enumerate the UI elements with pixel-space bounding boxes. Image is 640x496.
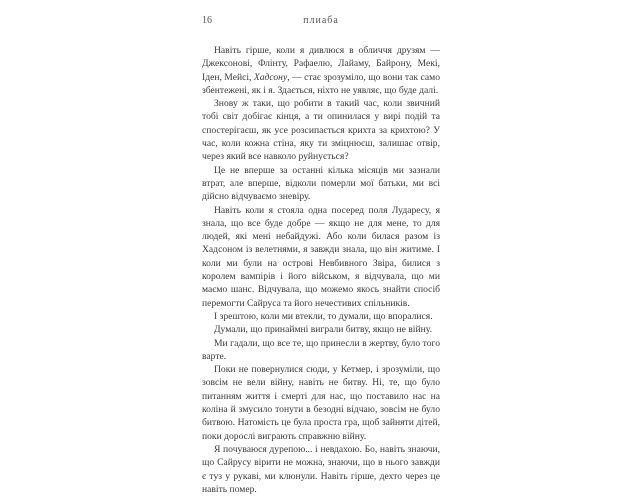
page-body [202, 44, 440, 496]
page-number: 16 [202, 15, 212, 26]
paragraph: Знову ж таки, що робити в такий час, коли звичний тобі світ добігає кінця, а ти опинилася у вирі подій та спостерігаєш, як усе розсипається крихта за крихтою? У час, коли кожна стіна, яку ти зміцнюєш, залишає отвір, через який все навколо руйнується? [202, 98, 440, 163]
paragraph: Думали, що принаймні виграли битву, якщо не війну. [214, 324, 432, 336]
paragraph: Я почуваюся дурепою... і невдахою. Бо, навіть знаючи, що Сайрусу вірити не можна, знаючи, що в нього завжди є туз у рукаві, ми клюнули. Навіть гірше, дехто через це навіть помер. [202, 443, 440, 495]
paragraph: Навіть гірше, коли я дивлюся в обличчя друзям — Джексонові, Флінту, Рафаелю, Лайаму, Байрону, Мекі, Іден, Мейсі, Хадсону, — стає зрозуміло, що вони так само збентежені, як і я. Здається, ніхто не уявляє, що буде далі. [202, 45, 440, 96]
paragraph: Навіть коли я стояла одна посеред поля Лударесу, я знала, що все буде добре — якщо не для мене, то для людей, які мені небайдужі. Або коли билася разом із Хадсоном із велетнями, я завжди знала, що він житиме. І коли ми були на острові Невбивного Звіра, билися з королем вампірів і його військом, я відчувала, що ми маємо шанс. Відчувала, що можемо якось знайти спосіб перемогти Сайруса та його нечестивих спільників. [202, 204, 440, 309]
paragraph: І зрештою, коли ми втекли, то думали, що впоралися. [214, 310, 433, 322]
running-head: плиаба [303, 15, 339, 26]
book-page [202, 0, 440, 495]
italic-name: Хадсону [253, 71, 288, 83]
page-header [202, 15, 440, 29]
paragraph: Це не вперше за останні кілька місяців ми зазнали втрат, але вперше, відколи померли мої батьки, ми всі дійсно відчуваємо зневіру. [202, 164, 440, 203]
paragraph: Ми гадали, що все те, що принесли в жертву, було того варте. [202, 337, 440, 362]
paragraph: Поки не повернулися сюди, у Кетмер, і зрозуміли, що зовсім не вели війну, навіть не битву. Ні, те, що було питанням життя і смерті для нас, що поставило нас на коліна й змусило тонути в безодні відчаю, зовсім не було битвою. Натомість це була проста гра, щоб зайняти дітей, поки дорослі виграють справжню війну. [202, 364, 440, 442]
